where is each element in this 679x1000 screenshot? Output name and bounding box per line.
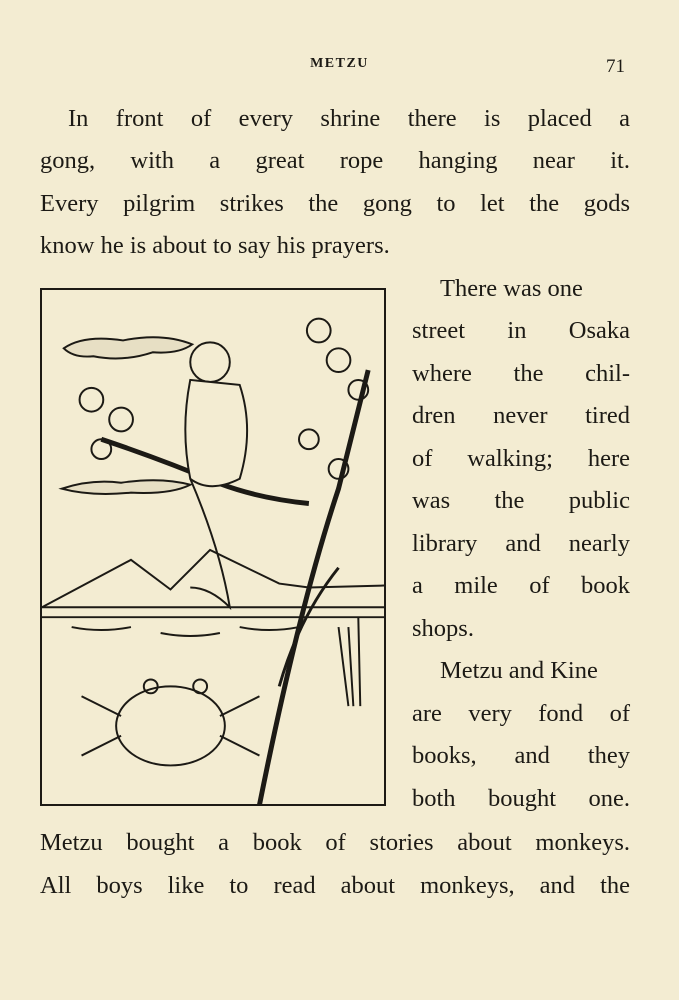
column-line: street in Osaka xyxy=(412,317,630,344)
column-line: shops. xyxy=(412,615,474,642)
text-line: Every pilgrim strikes the gong to let the gods xyxy=(40,190,630,217)
column-line: There was one xyxy=(440,275,583,302)
text-line: know he is about to say his prayers. xyxy=(40,232,390,259)
text-line: gong, with a great rope hanging near it. xyxy=(40,147,630,174)
monkey-crab-illustration xyxy=(40,288,386,806)
running-head: METZU xyxy=(310,56,369,71)
column-line: of walking; here xyxy=(412,445,630,472)
column-line: both bought one. xyxy=(412,785,630,812)
column-line: a mile of book xyxy=(412,572,630,599)
column-line: dren never tired xyxy=(412,402,630,429)
page-number: 71 xyxy=(606,56,625,77)
text-line: In front of every shrine there is placed a xyxy=(68,105,630,132)
text-line: All boys like to read about monkeys, and the xyxy=(40,872,630,899)
column-line: where the chil- xyxy=(412,360,630,387)
column-line: library and nearly xyxy=(412,530,630,557)
column-line: was the public xyxy=(412,487,630,514)
text-line: Metzu bought a book of stories about monkeys. xyxy=(40,829,630,856)
column-line: are very fond of xyxy=(412,700,630,727)
column-line: books, and they xyxy=(412,742,630,769)
column-line: Metzu and Kine xyxy=(440,657,598,684)
